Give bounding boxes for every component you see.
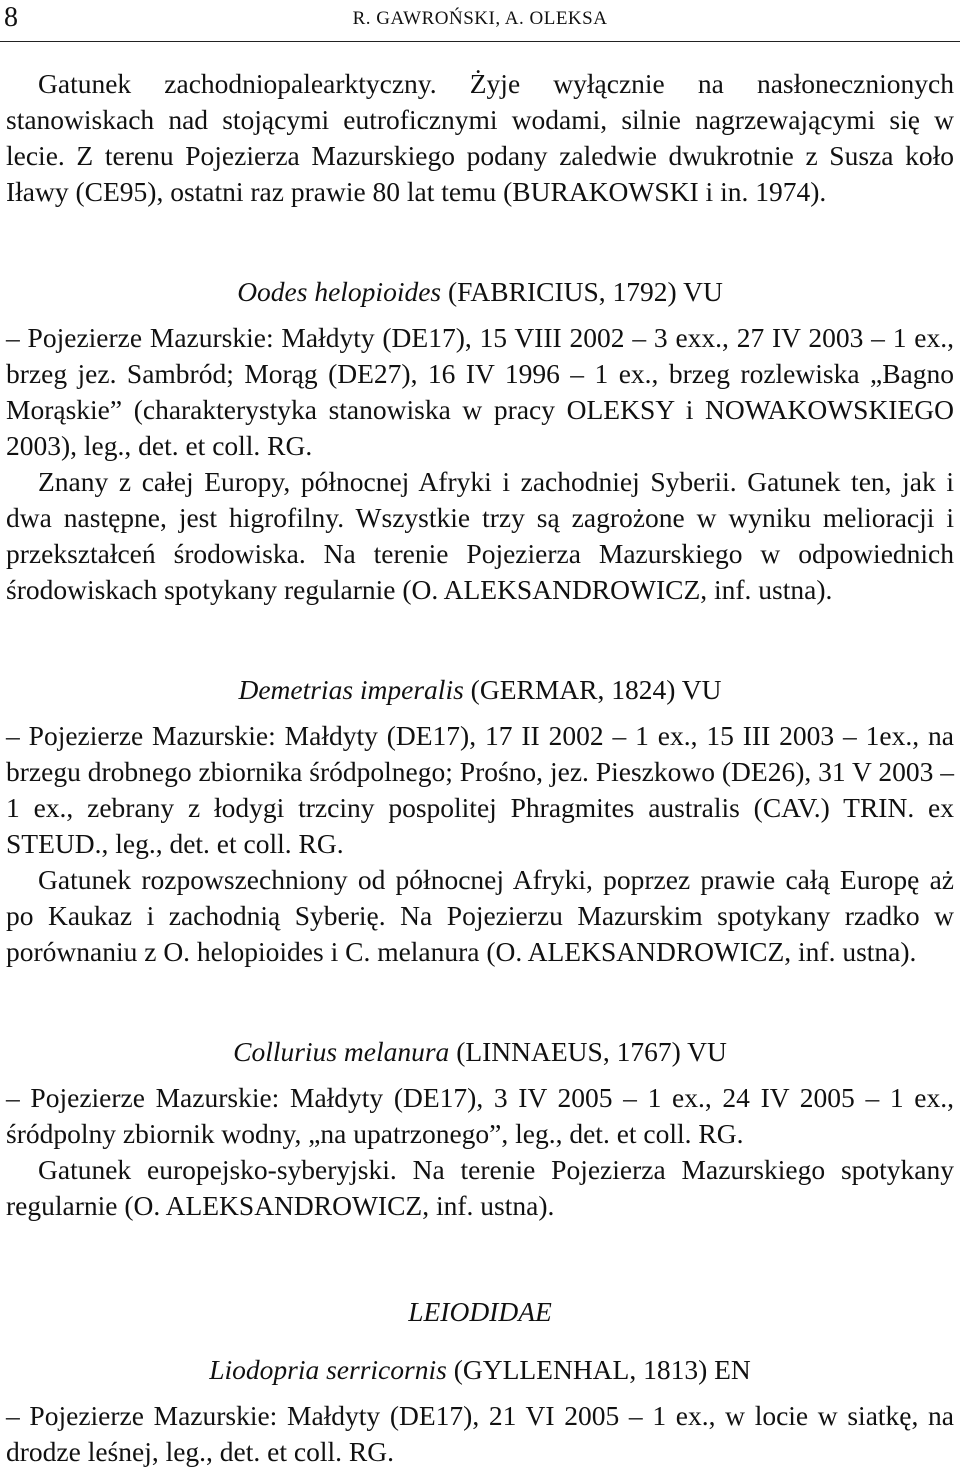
species-status: VU: [687, 1036, 727, 1067]
species-heading: [6, 672, 954, 708]
species-record: – Pojezierze Mazurskie: Małdyty (DE17), 17 II 2002 – 1 ex., 15 III 2003 – 1ex., na brzegu drobnego zbiornika śródpolnego; Prośno, jez. Pieszkowo (DE26), 31 V 2003 – 1 ex., zebrany z łodygi trzciny pospolitej Phragmites australis (CAV.) TRIN. ex STEUD., leg., det. et coll. RG.: [6, 720, 954, 859]
family-heading: LEIODIDAE: [408, 1296, 552, 1327]
body-text: [6, 66, 954, 1470]
species-heading: [6, 274, 954, 310]
species-author: (GERMAR, 1824): [470, 674, 676, 705]
species-heading: [6, 1034, 954, 1070]
species-heading: [6, 1352, 954, 1388]
species-author: (GYLLENHAL, 1813): [453, 1354, 708, 1385]
species-record: – Pojezierze Mazurskie: Małdyty (DE17), 21 VI 2005 – 1 ex., w locie w siatkę, na drodze leśnej, leg., det. et coll. RG.: [6, 1400, 954, 1467]
species-name: Demetrias imperalis: [238, 674, 464, 705]
species-name: Collurius melanura: [233, 1036, 450, 1067]
species-record: – Pojezierze Mazurskie: Małdyty (DE17), 15 VIII 2002 – 3 exx., 27 IV 2003 – 1 ex., brzeg jez. Sambród; Morąg (DE27), 16 IV 1996 – 1 ex., brzeg rozlewiska „Bagno Morąskie” (charakterystyka stanowiska w pracy OLEKSY i NOWAKOWSKIEGO 2003), leg., det. et coll. RG.: [6, 322, 954, 461]
intro-paragraph: Gatunek zachodniopalearktyczny. Żyje wyłącznie na nasłonecznionych stanowiskach nad stojącymi eutroficznymi wodami, silnie nagrzewającymi się w lecie. Z terenu Pojezierza Mazurskiego podany zaledwie dwukrotnie z Susza koło Iławy (CE95), ostatni raz prawie 80 lat temu (BURAKOWSKI i in. 1974).: [6, 68, 954, 207]
running-head: R. GAWROŃSKI, A. OLEKSA: [352, 8, 608, 29]
header-rule: [0, 41, 960, 42]
species-status: VU: [681, 674, 722, 705]
species-name: Oodes helopioides: [237, 276, 442, 307]
species-note: Gatunek europejsko-syberyjski. Na terenie Pojezierza Mazurskiego spotykany regularnie (O. ALEKSANDROWICZ, inf. ustna).: [6, 1154, 954, 1221]
page-header: [0, 0, 960, 44]
species-status: EN: [714, 1354, 751, 1385]
species-author: (FABRICIUS, 1792): [448, 276, 677, 307]
species-author: (LINNAEUS, 1767): [456, 1036, 681, 1067]
page-number: 8: [4, 2, 18, 33]
species-note: Znany z całej Europy, północnej Afryki i zachodniej Syberii. Gatunek ten, jak i dwa następne, jest higrofilny. Wszystkie trzy są zagrożone w wyniku melioracji i przekształceń środowiska. Na terenie Pojezierza Mazurskiego w odpowiednich środowiskach spotykany regularnie (O. ALEKSANDROWICZ, inf. ustna).: [6, 466, 954, 605]
species-name: Liodopria serricornis: [209, 1354, 447, 1385]
species-note: Gatunek rozpowszechniony od północnej Afryki, poprzez prawie całą Europę aż po Kaukaz i zachodnią Syberię. Na Pojezierzu Mazurskim spotykany rzadko w porównaniu z O. helopioides i C. melanura (O. ALEKSANDROWICZ, inf. ustna).: [6, 864, 954, 967]
species-record: – Pojezierze Mazurskie: Małdyty (DE17), 3 IV 2005 – 1 ex., 24 IV 2005 – 1 ex., śródpolny zbiornik wodny, „na upatrzonego”, leg., det. et coll. RG.: [6, 1082, 954, 1149]
species-status: VU: [683, 276, 723, 307]
